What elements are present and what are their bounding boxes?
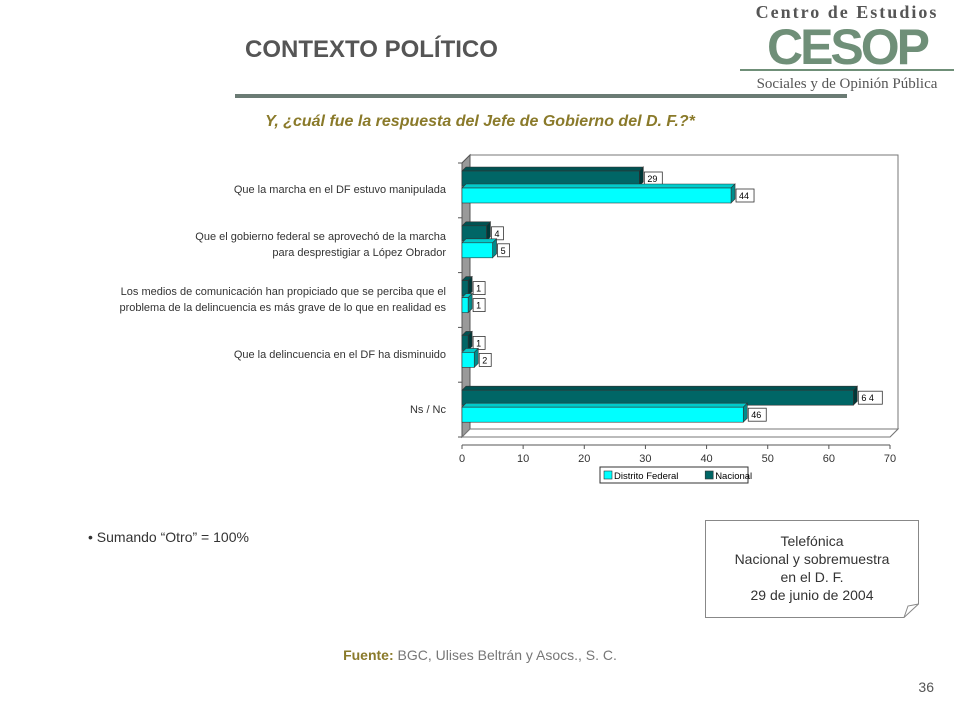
bar-top — [462, 403, 747, 407]
category-label-line: para desprestigiar a López Obrador — [272, 247, 446, 260]
data-label: 44 — [739, 191, 750, 201]
category-label-line: Ns / Nc — [409, 403, 446, 416]
category-label-line: Los medios de comunicación han propiciado que se perciba que el — [120, 286, 446, 298]
bar-top — [462, 239, 497, 243]
data-label: 5 — [500, 245, 506, 256]
legend-label: Distrito Federal — [614, 471, 679, 482]
category-label-line: Que el gobierno federal se aprovechó de la marcha — [195, 231, 446, 244]
page-number: 36 — [918, 679, 934, 695]
bar-distrito-federal — [462, 243, 493, 258]
bar-top — [462, 184, 735, 188]
note-line: Telefónica — [780, 533, 844, 549]
category-label-line: problema de la delincuencia es más grave de lo que en realidad es — [119, 302, 446, 314]
bar-top — [462, 222, 490, 226]
source-text: BGC, Ulises Beltrán y Asocs., S. C. — [393, 647, 617, 663]
source-label: Fuente: — [343, 647, 394, 663]
x-tick-label: 60 — [822, 453, 835, 465]
data-label: 1 — [476, 300, 482, 311]
x-tick-label: 0 — [458, 453, 466, 465]
x-tick-label: 30 — [639, 453, 652, 465]
x-tick-label: 10 — [517, 453, 530, 465]
legend-label: Nacional — [715, 471, 753, 482]
bar-distrito-federal — [462, 298, 468, 313]
bar-distrito-federal — [462, 352, 474, 367]
bar-top — [462, 386, 857, 390]
data-label: 2 — [482, 355, 488, 366]
page-title: CONTEXTO POLÍTICO — [245, 36, 498, 63]
x-tick-label: 40 — [700, 453, 713, 465]
chart-title: Y, ¿cuál fue la respuesta del Jefe de Gobierno del D. F.?* — [265, 113, 695, 130]
data-label: 29 — [647, 174, 658, 184]
bar-top — [462, 167, 643, 171]
bar-distrito-federal — [462, 188, 731, 203]
logo-line2: Sociales y de Opinión Pública — [756, 76, 938, 92]
x-tick-label: 50 — [761, 453, 774, 465]
data-label: 4 — [494, 228, 500, 239]
legend-swatch — [705, 471, 713, 479]
logo-line1: Centro de Estudios — [755, 2, 939, 22]
source-line — [0, 647, 960, 663]
note-text — [705, 532, 919, 604]
footnote: • Sumando “Otro” = 100% — [88, 529, 249, 545]
data-label: 46 — [751, 410, 762, 421]
data-label: 6 4 — [861, 393, 874, 404]
data-label: 1 — [476, 283, 482, 294]
x-tick-label: 20 — [578, 453, 591, 465]
x-tick-label: 70 — [883, 453, 897, 465]
data-label: 1 — [476, 338, 482, 349]
category-label-line: Que la delincuencia en el DF ha disminuido — [233, 348, 446, 361]
note-line: Nacional y sobremuestra — [734, 551, 890, 567]
legend-swatch — [604, 471, 612, 479]
bar-distrito-federal — [462, 407, 743, 422]
note-line: en el D. F. — [780, 569, 844, 585]
logo-mark: CESOP — [766, 19, 928, 75]
note-line: 29 de junio de 2004 — [750, 587, 874, 603]
category-label-line: Que la marcha en el DF estuvo manipulada — [233, 184, 446, 197]
plot-floor — [462, 429, 898, 437]
